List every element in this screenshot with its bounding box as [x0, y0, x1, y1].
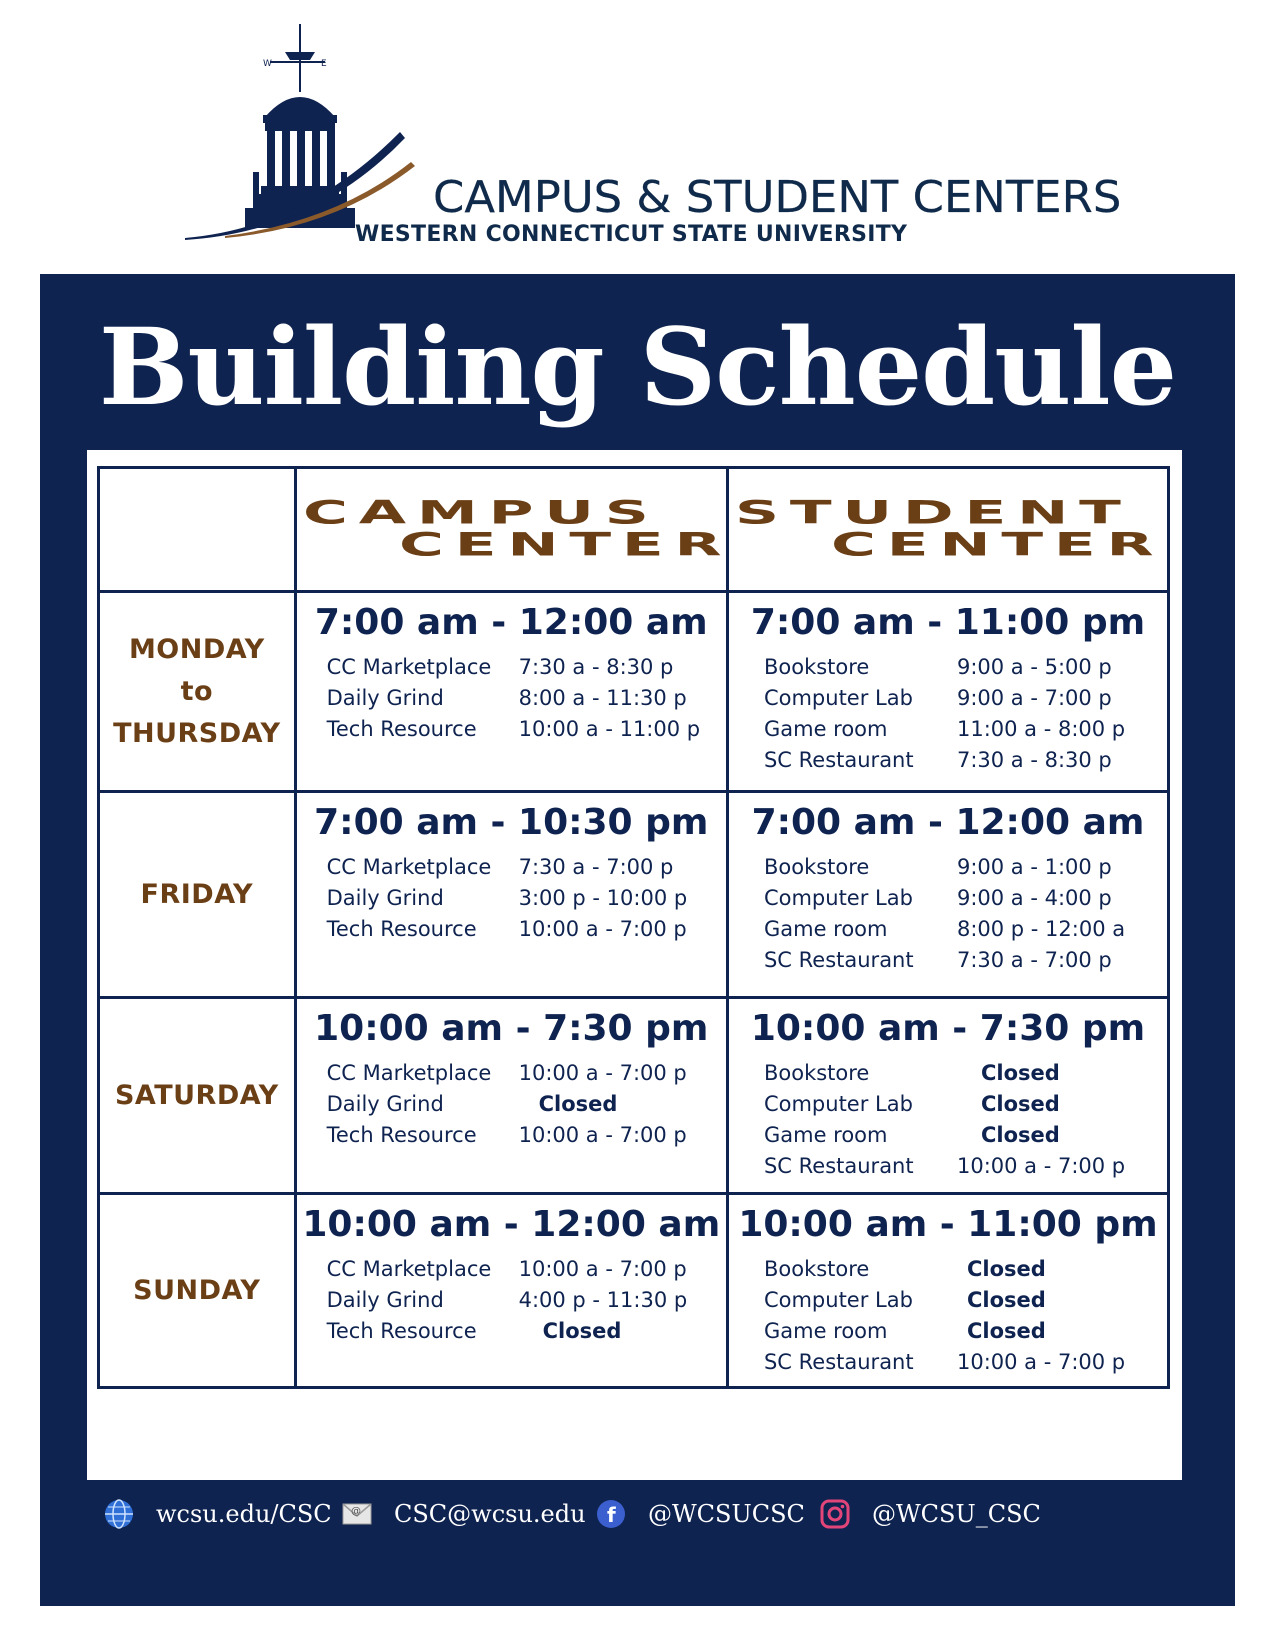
- instagram-icon: [818, 1497, 852, 1531]
- service-time: 9:00 a - 1:00 p: [956, 855, 1112, 879]
- list-item: [729, 1059, 1167, 1090]
- email-link[interactable]: [340, 1494, 586, 1534]
- header-student-center: [727, 468, 1168, 592]
- facebook-icon: [594, 1497, 628, 1531]
- schedule-card: [87, 450, 1182, 1480]
- list-item: [297, 1255, 726, 1286]
- list-item: [729, 684, 1167, 715]
- list-item: [297, 1317, 726, 1348]
- list-item: [729, 1090, 1167, 1121]
- service-name: Computer Lab: [763, 686, 913, 710]
- building-hours: 10:00 am - 11:00 pm: [738, 1204, 1158, 1245]
- logo-subtitle: WESTERN CONNECTICUT STATE UNIVERSITY: [355, 222, 908, 247]
- service-name: SC Restaurant: [763, 748, 914, 772]
- service-name: CC Marketplace: [326, 1257, 492, 1281]
- service-name: Game room: [763, 917, 888, 941]
- schedule-panel: [40, 274, 1235, 1606]
- service-time: 10:00 a - 7:00 p: [518, 1061, 687, 1085]
- day-label-line: SATURDAY: [114, 1079, 279, 1111]
- table-row: [99, 792, 1169, 998]
- building-hours: 7:00 am - 10:30 pm: [314, 802, 709, 843]
- list-item: [297, 1090, 726, 1121]
- campus-center-cell: [295, 1194, 727, 1388]
- service-time: Closed: [966, 1288, 1046, 1312]
- day-cell: [99, 1194, 296, 1388]
- service-time: 8:00 p - 12:00 a: [956, 917, 1126, 941]
- service-name: CC Marketplace: [326, 855, 492, 879]
- campus-center-cell: [295, 998, 727, 1194]
- service-name: Game room: [763, 717, 888, 741]
- service-time: Closed: [966, 1319, 1046, 1343]
- logo-title: CAMPUS & STUDENT CENTERS: [433, 172, 1122, 223]
- day-cell: [99, 998, 296, 1194]
- student-header-line1: STUDENT: [734, 494, 1132, 532]
- service-name: Bookstore: [763, 655, 870, 679]
- list-item: [729, 884, 1167, 915]
- building-hours: 7:00 am - 11:00 pm: [750, 602, 1146, 643]
- service-time: 10:00 a - 11:00 p: [518, 717, 701, 741]
- day-label-line: MONDAY: [128, 633, 265, 665]
- service-time: Closed: [542, 1319, 622, 1343]
- service-name: Daily Grind: [326, 686, 444, 710]
- list-item: [729, 746, 1167, 777]
- list-item: [729, 853, 1167, 884]
- day-label-line: to: [180, 675, 214, 707]
- list-item: [729, 1121, 1167, 1152]
- list-item: [729, 1255, 1167, 1286]
- list-item: [729, 1317, 1167, 1348]
- list-item: [297, 1286, 726, 1317]
- service-name: Daily Grind: [326, 1092, 444, 1116]
- service-name: SC Restaurant: [763, 1154, 914, 1178]
- day-cell: [99, 592, 296, 792]
- list-item: [729, 1286, 1167, 1317]
- service-name: Computer Lab: [763, 1092, 913, 1116]
- service-name: Tech Resource: [326, 1123, 477, 1147]
- service-name: Bookstore: [763, 855, 870, 879]
- day-label-line: SUNDAY: [133, 1274, 261, 1306]
- service-time: 10:00 a - 7:00 p: [956, 1154, 1126, 1178]
- service-time: 10:00 a - 7:00 p: [518, 1257, 687, 1281]
- day-label-line: THURSDAY: [113, 717, 281, 749]
- header-campus-center: [295, 468, 733, 592]
- service-name: Game room: [763, 1123, 888, 1147]
- building-hours: 7:00 am - 12:00 am: [751, 802, 1145, 843]
- service-name: Computer Lab: [763, 1288, 913, 1312]
- list-item: [297, 884, 726, 915]
- campus-center-cell: [295, 592, 727, 792]
- instagram-text: @WCSU_CSC: [872, 1500, 1041, 1528]
- service-time: 4:00 p - 11:30 p: [518, 1288, 688, 1312]
- list-item: [297, 915, 726, 946]
- service-time: 7:30 a - 7:00 p: [956, 948, 1112, 972]
- day-cell: [99, 792, 296, 998]
- svg-text:E: E: [321, 59, 327, 69]
- service-name: Tech Resource: [326, 1319, 477, 1343]
- service-time: 9:00 a - 5:00 p: [956, 655, 1112, 679]
- service-time: Closed: [980, 1061, 1060, 1085]
- facebook-text: @WCSUCSC: [648, 1500, 805, 1528]
- schedule-table: [97, 466, 1170, 1389]
- service-time: 7:30 a - 8:30 p: [518, 655, 674, 679]
- service-time: 10:00 a - 7:00 p: [956, 1350, 1126, 1374]
- service-time: 7:30 a - 8:30 p: [956, 748, 1112, 772]
- list-item: [297, 715, 726, 746]
- list-item: [729, 946, 1167, 977]
- instagram-link[interactable]: [818, 1494, 1041, 1534]
- service-time: 9:00 a - 7:00 p: [956, 686, 1112, 710]
- service-time: 7:30 a - 7:00 p: [518, 855, 674, 879]
- service-time: 10:00 a - 7:00 p: [518, 1123, 687, 1147]
- service-time: Closed: [538, 1092, 618, 1116]
- building-hours: 10:00 am - 7:30 pm: [314, 1008, 709, 1049]
- campus-header-line1: CAMPUS: [302, 494, 660, 532]
- svg-text:@: @: [351, 1506, 361, 1517]
- email-icon: [340, 1497, 374, 1531]
- facebook-link[interactable]: [594, 1494, 805, 1534]
- list-item: [729, 715, 1167, 746]
- service-name: Tech Resource: [326, 917, 477, 941]
- campus-center-cell: [295, 792, 727, 998]
- service-time: 9:00 a - 4:00 p: [956, 886, 1112, 910]
- list-item: [729, 653, 1167, 684]
- service-name: Daily Grind: [326, 1288, 444, 1312]
- day-label-line: FRIDAY: [140, 878, 254, 910]
- list-item: [297, 853, 726, 884]
- service-name: SC Restaurant: [763, 948, 914, 972]
- list-item: [729, 1152, 1167, 1183]
- campus-header-line2: CENTER: [398, 526, 733, 564]
- service-time: Closed: [980, 1092, 1060, 1116]
- table-row: [99, 998, 1169, 1194]
- list-item: [297, 1059, 726, 1090]
- service-time: 11:00 a - 8:00 p: [956, 717, 1126, 741]
- globe-icon: [102, 1497, 136, 1531]
- service-time: 10:00 a - 7:00 p: [518, 917, 687, 941]
- list-item: [297, 1121, 726, 1152]
- table-row: [99, 1194, 1169, 1388]
- student-center-cell: [727, 998, 1168, 1194]
- svg-text:f: f: [607, 1503, 616, 1527]
- service-time: Closed: [980, 1123, 1060, 1147]
- email-text: CSC@wcsu.edu: [394, 1500, 586, 1528]
- list-item: [729, 915, 1167, 946]
- service-time: 3:00 p - 10:00 p: [518, 886, 688, 910]
- service-time: 8:00 a - 11:30 p: [518, 686, 687, 710]
- website-text: wcsu.edu/CSC: [156, 1500, 332, 1528]
- service-name: Computer Lab: [763, 886, 913, 910]
- list-item: [297, 653, 726, 684]
- service-time: Closed: [966, 1257, 1046, 1281]
- svg-text:W: W: [263, 59, 272, 69]
- student-center-cell: [727, 792, 1168, 998]
- service-name: CC Marketplace: [326, 655, 492, 679]
- list-item: [729, 1348, 1167, 1379]
- table-header-row: [99, 468, 1169, 592]
- service-name: CC Marketplace: [326, 1061, 492, 1085]
- service-name: Bookstore: [763, 1061, 870, 1085]
- service-name: Bookstore: [763, 1257, 870, 1281]
- contact-footer: [40, 1494, 1235, 1554]
- student-center-cell: [727, 1194, 1168, 1388]
- student-header-line2: CENTER: [830, 526, 1165, 564]
- service-name: Tech Resource: [326, 717, 477, 741]
- header-logo: [185, 22, 1145, 262]
- student-center-cell: [727, 592, 1168, 792]
- building-hours: 7:00 am - 12:00 am: [314, 602, 708, 643]
- website-link[interactable]: [102, 1494, 332, 1534]
- service-name: Game room: [763, 1319, 888, 1343]
- page-title: Building Schedule: [98, 304, 1177, 429]
- building-hours: 10:00 am - 7:30 pm: [750, 1008, 1146, 1049]
- table-row: [99, 592, 1169, 792]
- service-name: Daily Grind: [326, 886, 444, 910]
- service-name: SC Restaurant: [763, 1350, 914, 1374]
- list-item: [297, 684, 726, 715]
- header-empty-cell: [99, 468, 296, 592]
- building-hours: 10:00 am - 12:00 am: [302, 1204, 721, 1245]
